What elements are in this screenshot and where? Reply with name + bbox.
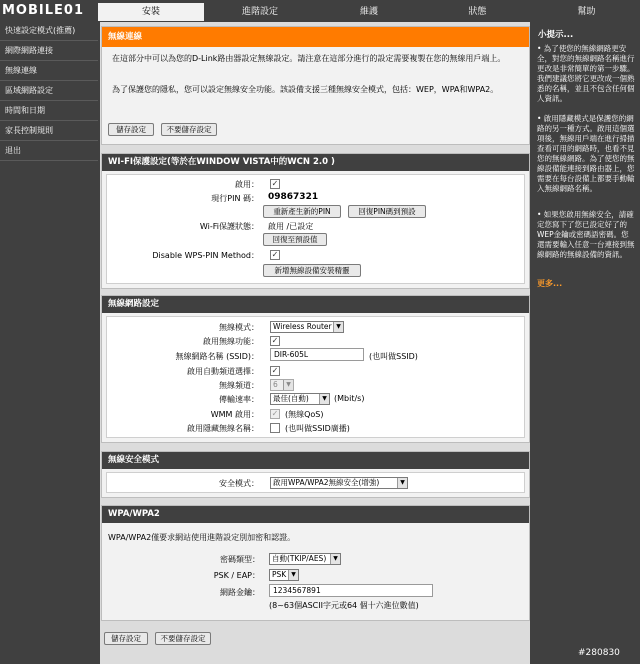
tab-advanced[interactable]: 進階設定 [207, 3, 313, 21]
security-intro-text: 為了保護您的隱私，您可以設定無線安全功能。該設備支援三種無線安全模式，包括：WEP，WPA和WPA2。 [112, 85, 499, 94]
psk-eap-select[interactable]: PSK ▼ [269, 569, 299, 581]
wps-enable-checkbox[interactable]: ✓ [271, 179, 279, 188]
chevron-down-icon: ▼ [319, 394, 329, 404]
dont-save-button-bottom[interactable]: 不要儲存設定 [155, 632, 211, 645]
pin-value: 09867321 [268, 192, 319, 202]
reset-to-default-button[interactable]: 回復至預設值 [263, 233, 327, 246]
sidebar-item-logout[interactable]: 退出 [0, 142, 98, 161]
generate-pin-button[interactable]: 重新產生新的PIN [263, 205, 341, 218]
sidebar-item-internet[interactable]: 網際網路連接 [0, 42, 98, 61]
disable-wps-pin-label: Disable WPS-PIN Method： [152, 251, 259, 260]
panel-title: WI-FI保護設定(等於在WINDOW VISTA中的WCN 2.0 ) [102, 154, 529, 171]
security-mode-select[interactable]: 啟用WPA/WPA2無線安全(增強) ▼ [270, 477, 408, 489]
hint-hidden: • 啟用隱藏模式是保護您的網路的另一種方式。啟用這個選項後，無線用戶端在進行掃描查看可用的網路時，也看不見您的無線網路。為了使您的無線設備能連接到路由器上，您需要在每台設備上都要手動輸入無線網路名稱。 [537, 114, 635, 193]
wpa-panel [101, 505, 530, 621]
wireless-mode-label: 無線模式： [219, 323, 259, 332]
sidebar [0, 22, 98, 664]
tab-maintenance[interactable]: 維護 [316, 3, 422, 21]
chevron-down-icon: ▼ [330, 554, 340, 564]
wmm-label: WMM 啟用： [210, 410, 259, 419]
hidden-ssid-label: 啟用隱藏無線名稱： [187, 424, 259, 433]
reset-pin-button[interactable]: 回復PIN碼到預設 [348, 205, 426, 218]
network-key-input[interactable]: 1234567891 [269, 584, 433, 597]
wps-body [106, 174, 525, 284]
ssid-label: 無線網路名稱 (SSID)： [175, 352, 259, 361]
panel-title: 無線安全模式 [102, 452, 529, 469]
logo-area [0, 0, 98, 22]
intro-text: 在這部分中可以為您的D-Link路由器設定無線設定。請注意在這部分進行的設定需要複製在您的無線用戶端上。 [112, 54, 506, 63]
sidebar-item-time[interactable]: 時間和日期 [0, 102, 98, 121]
tx-rate-label: 傳輸速率： [219, 395, 259, 404]
add-device-wizard-button[interactable]: 新增無線設備安裝精靈 [263, 264, 361, 277]
channel-label: 無線頻道： [219, 381, 259, 390]
hint-ssid: • 為了使您的無線網路更安全，對您的無線網路名稱進行更改是非常簡單的第一步驟。我們建議您將它更改成一個熟悉的名稱，並且不包含任何個人資訊。 [537, 44, 635, 103]
psk-eap-label: PSK / EAP： [213, 571, 260, 580]
auto-channel-label: 啟用自動頻道選擇： [187, 367, 259, 376]
ssid-note: (也叫做SSID) [369, 352, 418, 361]
enable-wireless-label: 啟用無線功能： [203, 337, 259, 346]
hidden-ssid-checkbox[interactable] [270, 423, 280, 433]
wmm-checkbox[interactable]: ✓ [271, 409, 279, 418]
panel-title: 無線網路設定 [102, 296, 529, 313]
tab-help[interactable]: 幫助 [533, 3, 640, 21]
wireless-mode-select[interactable]: Wireless Router ▼ [270, 321, 344, 333]
network-key-note: (8~63個ASCII字元或64 個十六進位數值) [269, 601, 419, 610]
save-button[interactable]: 儲存設定 [108, 123, 154, 136]
disable-wps-pin-checkbox[interactable]: ✓ [271, 250, 279, 259]
cipher-type-select[interactable]: 自動(TKIP/AES) ▼ [269, 553, 341, 565]
wps-panel [101, 153, 530, 289]
security-mode-body [106, 472, 525, 493]
watermark: #280830 [578, 648, 620, 658]
wireless-settings-body [106, 316, 525, 438]
wpa-description: WPA/WPA2僅要求網站使用進階設定別加密和認證。 [108, 533, 296, 542]
hints-panel [532, 22, 640, 664]
panel-title: WPA/WPA2 [102, 506, 529, 523]
wireless-settings-panel [101, 295, 530, 443]
save-button-bottom[interactable]: 儲存設定 [104, 632, 148, 645]
cipher-type-label: 密碼類型： [220, 555, 260, 564]
hint-security: • 如果您啟用無線安全，請確定您寫下了您已設定好了的WEP金鑰或密碼語密碼。您還需要輸入任意一台連接到無線網路的無線設備的資訊。 [537, 210, 635, 259]
chevron-down-icon: ▼ [288, 570, 298, 580]
chevron-down-icon: ▼ [333, 322, 343, 332]
logo: MOBILE01 [2, 3, 84, 18]
tab-status[interactable]: 狀態 [425, 3, 530, 21]
hidden-ssid-note: (也叫做SSID廣播) [285, 424, 350, 433]
sidebar-item-wireless[interactable]: 無線連線 [0, 62, 98, 81]
network-key-label: 網路金鑰： [220, 588, 260, 597]
chevron-down-icon: ▼ [283, 380, 293, 390]
sidebar-item-wizard[interactable]: 快速設定模式(推薦) [0, 22, 98, 41]
security-mode-panel [101, 451, 530, 498]
chevron-down-icon: ▼ [397, 478, 407, 488]
wmm-note: (無線QoS) [285, 410, 324, 419]
pin-label: 現行PIN 碼： [211, 194, 259, 203]
auto-channel-checkbox[interactable]: ✓ [271, 366, 279, 375]
channel-select[interactable]: 6 ▼ [270, 379, 294, 391]
hints-title: 小提示... [538, 30, 574, 40]
dont-save-button[interactable]: 不要儲存設定 [161, 123, 217, 136]
tab-setup[interactable]: 安裝 [98, 3, 204, 21]
more-link[interactable]: 更多... [537, 279, 563, 288]
tx-rate-select[interactable]: 最佳(自動) ▼ [270, 393, 330, 405]
tx-rate-unit: (Mbit/s) [334, 394, 365, 403]
wps-status-label: Wi-Fi保護狀態： [199, 222, 259, 231]
wps-enable-label: 啟用： [235, 180, 259, 189]
panel-title: 無線連線 [102, 27, 529, 47]
wireless-connection-panel [101, 26, 530, 145]
wps-status-value: 啟用 /已設定 [268, 222, 314, 231]
enable-wireless-checkbox[interactable]: ✓ [271, 336, 279, 345]
ssid-input[interactable]: DIR-605L [270, 348, 364, 361]
sidebar-item-parental[interactable]: 家長控制規則 [0, 122, 98, 141]
security-mode-label: 安全模式： [219, 479, 259, 488]
sidebar-item-lan[interactable]: 區域網路設定 [0, 82, 98, 101]
